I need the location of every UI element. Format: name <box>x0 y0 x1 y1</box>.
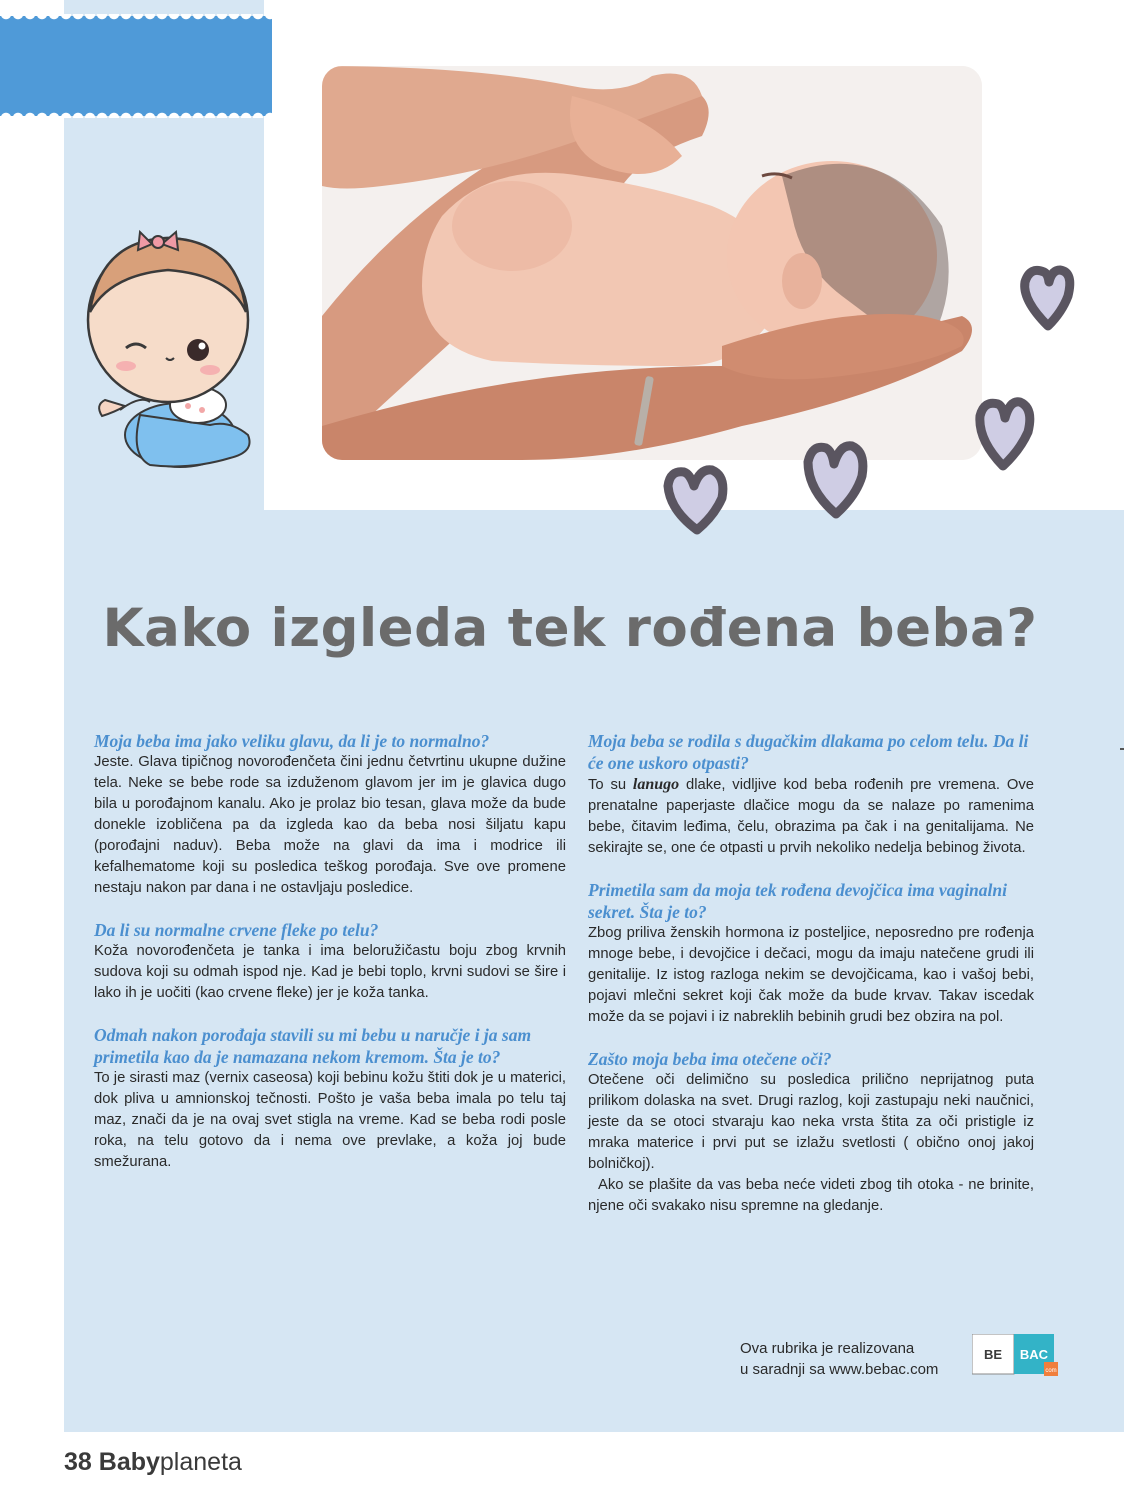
svg-text:com: com <box>1045 1368 1057 1374</box>
question-heading: Moja beba ima jako veliku glavu, da li je to normalno? <box>94 731 490 751</box>
answer-text: Koža novorođenčeta je tanka i ima beloružičastu boju zbog krvnih sudova koji su odmah ispod nje. Kad je bebi toplo, krvni sudovi se šire i lako ih je uočiti (kao crvene fleke) jer je koža tanka. <box>94 943 566 1001</box>
category-tag <box>0 16 272 116</box>
magazine-brand-light: planeta <box>159 1448 242 1476</box>
question-heading: Zašto moja beba ima otečene oči? <box>588 1049 832 1069</box>
article-title: Kako izgleda tek rođena beba? <box>102 598 1038 659</box>
answer-text-end: dlake, vidljive kod beba rođenih pre vremena. Ove prenatalne paperjaste dlačice mogu da se nalaze po ramenima bebe, čitavim leđima, čelu, obrazima pa čak i na genitalijama. Ne sekirajte se, one će otpasti u prvih nekoliko nedelja bebinog života. <box>588 777 1034 856</box>
answer-text-start: To su <box>588 777 633 793</box>
question-heading: Primetila sam da moja tek rođena devojčica ima vaginalni sekret. Šta je to? <box>588 880 1008 922</box>
question-heading: Moja beba se rodila s dugačkim dlakama po celom telu. Da li će one uskoro otpasti? <box>588 731 1029 773</box>
partner-credit <box>740 1338 938 1380</box>
tag-line-1: moj drugar <box>972 36 1107 68</box>
cartoon-baby-illustration <box>80 220 260 480</box>
left-column <box>94 730 566 1193</box>
question-heading: Odmah nakon porođaja stavili su mi bebu u naručje i ja sam primetila kao da je namazana nekom kremom. Šta je to? <box>94 1025 532 1067</box>
answer-text <box>588 774 1034 859</box>
newborn-photo <box>322 66 982 460</box>
tag-line-2: Bebac <box>1032 72 1107 104</box>
answer-text: Zbog priliva ženskih hormona iz posteljice, neposredno pre rođenja mnoge bebe, i devojčice i dečaci, mogu da imaju natečene grudi ili genitalije. Iz istog razloga nekim se devojčicama, kao i vašoj bebi, pojavi mlečni sekret koji čak može da bude krvav. Takav iscedak može da se pojavi i iz nabreklih bebinih grudi bez obzira na pol. <box>588 925 1034 1025</box>
lanugo-term: lanugo <box>632 776 680 793</box>
svg-text:BE: BE <box>983 1347 1003 1362</box>
answer-text: To je sirasti maz (vernix caseosa) koji bebinu kožu štiti dok je u materici, dok pliva u amnionskoj tečnosti. Pošto je vaša beba imala po telu taj maz, znači da je na ovaj svet stigla na vreme. Kad se beba rodi posle roka, na telu gotovo da i nema ove prevlake, a koža joj bude smežurana. <box>94 1070 566 1170</box>
answer-text: Otečene oči delimično su posledica prilično neprijatnog puta prilikom dolaska na svet. Drugi razlog, koji zastupaju neki naučnici, jeste da se otoci stvaraju kao neka vrsta štita za oči pristigle iz mraka materice i prvi put se izlažu svetlosti ( obično onoj jakoj bolničkoj). <box>588 1072 1034 1172</box>
magazine-brand-bold: Baby <box>98 1448 160 1476</box>
credit-line-1: Ova rubrika je realizovana <box>740 1340 915 1357</box>
heart-icon <box>980 402 1030 466</box>
right-column <box>588 730 1034 1217</box>
answer-text: Jeste. Glava tipičnog novorođenčeta čini jednu četvrtinu ukupne dužine tela. Neke se bebe rode sa izduženom glavom jer im je glavica dugo bila u porođajnom kanalu. Ako je prolaz bio tesan, glava može da bude donekle izobličena pa da izgleda kao da beba nosi šiljatu kapu (porođajni naduv). Beba može na glavi da ima i modrice ili kefalhematome koji su posledica teškog porođaja. Sve ove promene nestaju nakon par dana i ne ostavljaju posledice. <box>94 754 566 896</box>
bebac-logo <box>972 1334 1060 1378</box>
tag-scallop-bottom <box>0 110 272 118</box>
question-heading: Da li su normalne crvene fleke po telu? <box>94 920 379 940</box>
credit-line-2: u saradnji sa www.bebac.com <box>740 1361 939 1378</box>
margin-mark <box>1120 748 1124 750</box>
page-footer <box>64 1448 242 1477</box>
heart-icon <box>1025 270 1070 326</box>
tag-scallop-top <box>0 14 272 22</box>
page-number: 38 <box>64 1448 92 1476</box>
svg-text:BAC: BAC <box>1019 1347 1049 1362</box>
answer-text-continued: Ako se plašite da vas beba neće videti zbog tih otoka - ne brinite, njene oči svakako nisu spremne na gledanje. <box>588 1177 1034 1214</box>
